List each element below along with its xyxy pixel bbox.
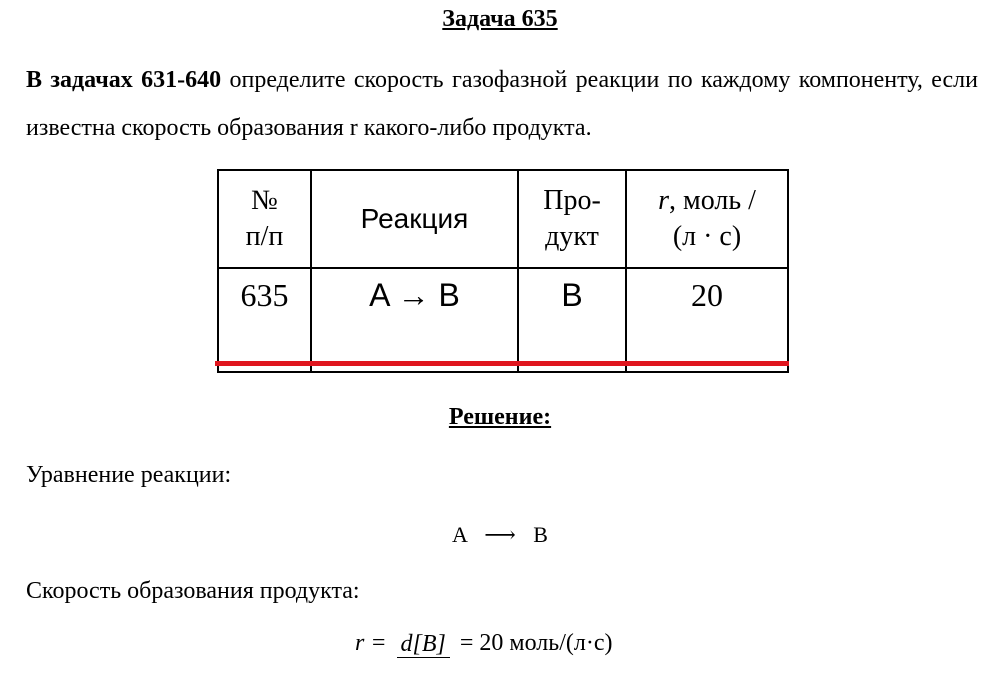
- header-number-line2: п/п: [245, 221, 284, 252]
- header-rate-symbol: r: [658, 185, 670, 216]
- header-reaction: Реакция: [311, 170, 518, 268]
- cell-product: B: [518, 268, 626, 372]
- task-text: определите скорость газофазной реакции по каждому компоненту, если известна скорость образования r какого-либо продукта.: [26, 67, 979, 141]
- header-rate-line1: [627, 183, 787, 219]
- reaction-equation: [0, 522, 1000, 548]
- reactant: A: [452, 522, 467, 547]
- cell-rate: 20: [626, 268, 788, 372]
- task-table-wrapper: [217, 169, 787, 368]
- cell-number: 635: [218, 268, 311, 372]
- rate-lhs: r =: [355, 630, 387, 656]
- header-number: [218, 170, 311, 268]
- rate-fraction: [397, 631, 450, 658]
- task-table: [217, 169, 789, 373]
- header-rate-unit2: (л · с): [672, 221, 742, 252]
- highlight-underline: [215, 361, 789, 366]
- page-title: Задача 635: [442, 6, 558, 32]
- reaction-arrow: ⟶: [484, 522, 516, 547]
- equation-label: Уравнение реакции:: [26, 462, 232, 488]
- task-intro: [26, 56, 978, 152]
- solution-heading: Решение:: [448, 404, 552, 430]
- table-header-row: [218, 170, 788, 268]
- header-product: [518, 170, 626, 268]
- header-rate: [626, 170, 788, 268]
- header-number-line1: №: [251, 185, 278, 216]
- rate-label: Скорость образования продукта:: [26, 578, 360, 604]
- rate-rhs: = 20 моль/(л·с): [459, 630, 613, 656]
- product: B: [533, 522, 548, 547]
- cell-reaction: A → B: [311, 268, 518, 372]
- rate-formula: [355, 630, 613, 658]
- header-product-line1: Про-: [543, 185, 601, 216]
- table-row: [218, 268, 788, 372]
- header-product-line2: дукт: [545, 221, 599, 252]
- rate-numerator: d[B]: [397, 631, 450, 658]
- header-rate-unit1: , моль /: [669, 185, 756, 216]
- task-range: В задачах 631-640: [26, 67, 222, 93]
